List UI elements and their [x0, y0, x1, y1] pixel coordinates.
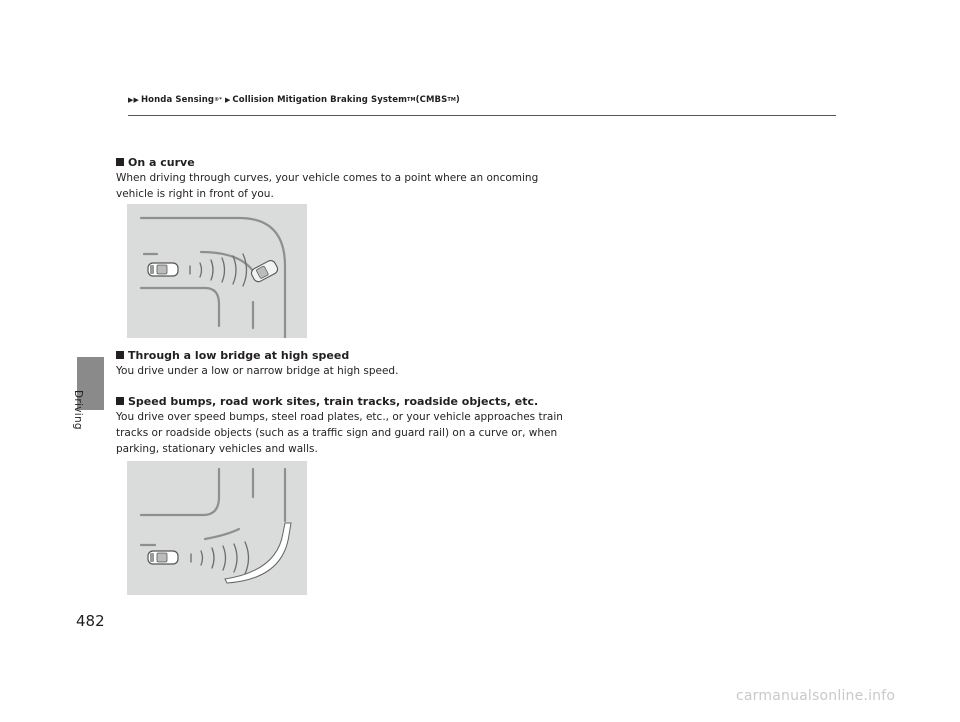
section-text: You drive under a low or narrow bridge at high speed. [116, 365, 399, 377]
watermark: carmanualsonline.info [736, 688, 896, 704]
arrow-icon: ▶ [224, 96, 231, 104]
guard-rail-illustration [127, 461, 307, 595]
heading-text: Through a low bridge at high speed [128, 349, 350, 362]
section-heading [116, 349, 349, 362]
section-heading [116, 395, 538, 408]
section-text: You drive over speed bumps, steel road plates, etc., or your vehicle approaches train tracks or roadside objects (such as a traffic sign and guard rail) on a curve or, when parking, stationary vehicles and walls. [116, 411, 563, 455]
section-heading [116, 156, 195, 169]
square-bullet-icon [116, 158, 124, 166]
arrow-icon: ▶▶ [128, 96, 139, 104]
square-bullet-icon [116, 397, 124, 405]
curve-illustration [127, 204, 307, 338]
breadcrumb-end: ) [455, 95, 460, 105]
breadcrumb-part2: Collision Mitigation Braking System [232, 95, 408, 105]
breadcrumb-part1: Honda Sensing [140, 95, 215, 105]
page-number: 482 [76, 612, 105, 630]
breadcrumb-part3: (CMBS [415, 95, 448, 105]
section-label: Driving [72, 390, 84, 430]
breadcrumb: ▶▶ Honda Sensing ®* ▶ Collision Mitigation Braking System TM (CMBS TM ) [128, 95, 460, 105]
section-text: When driving through curves, your vehicle comes to a point where an oncoming vehicle is right in front of you. [116, 172, 539, 200]
square-bullet-icon [116, 351, 124, 359]
heading-text: Speed bumps, road work sites, train tracks, roadside objects, etc. [128, 395, 539, 408]
header-rule [128, 115, 836, 116]
heading-text: On a curve [128, 156, 195, 169]
